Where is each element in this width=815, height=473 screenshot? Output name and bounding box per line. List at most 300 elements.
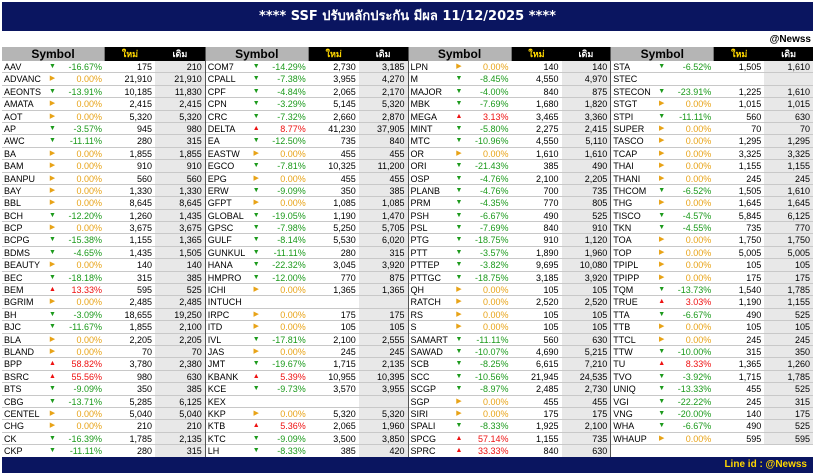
table-row (206, 98, 408, 110)
old-value-cell: 2,205 (562, 173, 611, 184)
new-value-cell: 1,260 (129, 210, 152, 221)
new-value-cell: 3,500 (333, 433, 356, 444)
new-value-cell: 140 (746, 408, 762, 419)
change-arrow-icon: ▶ (659, 199, 665, 207)
old-value-cell: 1,365 (359, 284, 408, 295)
old-value-cell: 5,110 (562, 135, 611, 146)
new-value-cell: 10,185 (124, 86, 152, 97)
table-row (611, 148, 813, 160)
new-value-cell: 1,365 (738, 359, 762, 370)
new-value-cell: 2,065 (333, 421, 356, 432)
old-value-header: เดิม (764, 47, 813, 61)
symbol-cell: TOP (613, 247, 632, 258)
symbol-cell: ICHI (207, 285, 226, 296)
new-value-cell: 770 (340, 272, 356, 283)
change-arrow-icon (656, 73, 667, 84)
new-value-cell: 3,185 (535, 272, 559, 283)
old-value-cell: 2,100 (155, 321, 205, 332)
table-row (611, 111, 813, 123)
change-percent-cell: -20.00% (677, 408, 712, 419)
new-value-cell: 3,780 (129, 359, 152, 370)
change-arrow-icon: ▼ (252, 335, 260, 343)
symbol-cell: AMATA (4, 99, 34, 110)
table-row (409, 160, 611, 172)
table-row (409, 173, 611, 185)
change-arrow-icon: ▼ (252, 211, 260, 219)
table-row (2, 259, 205, 271)
old-value-cell: 1,120 (562, 234, 611, 245)
table-row (611, 296, 813, 308)
new-value-cell: 280 (340, 247, 356, 258)
symbol-cell: BA (4, 148, 17, 159)
table-row (409, 148, 611, 160)
change-percent-cell (262, 396, 309, 407)
table-row (2, 111, 205, 123)
table-row (206, 272, 408, 284)
table-row (409, 358, 611, 370)
new-value-cell: 1,155 (129, 235, 152, 246)
symbol-cell: BEM (4, 285, 24, 296)
symbol-cell: M (410, 74, 418, 85)
change-arrow-icon: ▶ (49, 261, 56, 269)
table-row (2, 123, 205, 135)
table-row (2, 334, 205, 346)
table-row (2, 371, 205, 383)
table-row (611, 420, 813, 432)
table-row (2, 98, 205, 110)
change-arrow-icon: ▼ (455, 87, 463, 95)
change-arrow-icon: ▶ (253, 323, 259, 331)
change-arrow-icon: ▶ (456, 310, 462, 318)
symbol-cell: BH (4, 309, 17, 320)
table-row (611, 86, 813, 98)
symbol-cell: SGP (410, 396, 430, 407)
old-value-cell: 735 (562, 433, 611, 444)
change-percent-cell: -13.33% (677, 384, 712, 395)
new-value-cell: 4,690 (535, 346, 559, 357)
change-percent-cell: 5.36% (280, 421, 306, 432)
new-value-cell: 2,275 (535, 123, 559, 134)
change-percent-cell: -8.33% (277, 446, 306, 457)
new-value-cell: 5,250 (333, 223, 356, 234)
symbol-cell: CPF (207, 86, 226, 97)
old-value-cell: 315 (359, 247, 408, 258)
new-value-cell: 910 (543, 235, 559, 246)
change-percent-cell: 55.56% (71, 371, 102, 382)
old-value-cell: 10,080 (562, 259, 611, 270)
change-arrow-icon: ▶ (659, 236, 665, 244)
new-value-cell: 3,325 (738, 148, 762, 159)
old-value-cell: 2,380 (155, 358, 205, 369)
change-arrow-icon: ▼ (658, 310, 666, 318)
symbol-cell: EASTW (207, 148, 240, 159)
change-arrow-icon: ▶ (49, 224, 56, 232)
new-value-cell: 2,660 (333, 111, 356, 122)
new-value-cell: 105 (543, 285, 559, 296)
change-arrow-icon: ▼ (658, 385, 666, 393)
old-value-cell: 21,910 (155, 73, 205, 84)
new-value-cell: 10,955 (328, 371, 356, 382)
old-value-cell: 140 (155, 259, 205, 270)
table-row (611, 222, 813, 234)
table-row (611, 259, 813, 271)
old-value-cell: 1,855 (155, 148, 205, 159)
old-value-cell: 805 (562, 197, 611, 208)
change-percent-cell: -12.00% (272, 272, 306, 283)
symbol-cell: EA (207, 136, 220, 147)
symbol-cell: QH (410, 285, 424, 296)
change-arrow-icon: ▲ (252, 422, 260, 430)
new-value-cell: 560 (136, 173, 152, 184)
symbol-cell: GUNKUL (207, 247, 246, 258)
old-value-cell: 11,830 (155, 86, 205, 97)
table-row (611, 185, 813, 197)
old-value-cell: 8,645 (155, 197, 205, 208)
change-percent-cell: 0.00% (76, 74, 102, 85)
old-value-cell: 6,125 (155, 396, 205, 407)
old-value-cell: 910 (155, 160, 205, 171)
new-value-cell: 3,675 (129, 223, 152, 234)
old-value-cell: 1,785 (764, 371, 813, 382)
symbol-cell: BDMS (4, 247, 31, 258)
old-value-cell: 2,100 (562, 420, 611, 431)
change-percent-cell: -11.11% (476, 334, 509, 345)
table-row (409, 396, 611, 408)
change-percent-cell: 0.00% (280, 309, 306, 320)
new-value-cell: 1,155 (535, 433, 559, 444)
new-value-cell: 105 (746, 260, 762, 271)
symbol-cell: S (410, 322, 417, 333)
symbol-cell: BCP (4, 223, 23, 234)
change-arrow-icon: ▼ (49, 87, 56, 95)
change-arrow-icon: ▶ (456, 298, 462, 306)
change-percent-cell: -4.65% (73, 247, 102, 258)
new-value-cell (714, 73, 764, 84)
symbol-cell: BSRC (4, 371, 30, 382)
change-arrow-icon: ▶ (659, 434, 665, 442)
change-arrow-icon: ▼ (455, 162, 463, 170)
symbol-cell: BAY (4, 185, 22, 196)
old-value-cell: 3,920 (562, 272, 611, 283)
table-row (409, 445, 611, 457)
table-row (206, 396, 408, 408)
table-row (206, 123, 408, 135)
symbol-cell: CKP (4, 446, 23, 457)
symbol-cell: KTC (207, 433, 226, 444)
symbol-cell: THCOM (613, 185, 647, 196)
change-percent-cell: -17.81% (272, 334, 306, 345)
table-row (611, 321, 813, 333)
table-row (409, 234, 611, 246)
change-arrow-icon: ▶ (456, 409, 462, 417)
change-arrow-icon: ▼ (252, 87, 260, 95)
table-row (2, 420, 205, 432)
symbol-cell: KEX (207, 396, 226, 407)
change-percent-cell: -3.57% (73, 123, 102, 134)
change-arrow-icon: ▶ (49, 100, 56, 108)
change-percent-cell: -23.91% (677, 86, 712, 97)
old-value-cell: 11,200 (359, 160, 408, 171)
new-value-header: ใหม่ (309, 47, 359, 61)
change-percent-cell: -16.39% (68, 433, 102, 444)
new-value-cell: 1,365 (333, 285, 356, 296)
change-percent-cell: -13.91% (68, 86, 102, 97)
change-arrow-icon: ▲ (658, 298, 666, 306)
change-percent-cell: -18.75% (474, 272, 509, 283)
change-arrow-icon: ▼ (252, 236, 260, 244)
change-arrow-icon: ▼ (49, 323, 56, 331)
symbol-cell: ITD (207, 322, 223, 333)
new-value-cell: 105 (543, 322, 559, 333)
table-row (409, 371, 611, 383)
table-row (611, 358, 813, 370)
change-percent-cell: -7.32% (277, 111, 306, 122)
symbol-cell: EGCO (207, 161, 235, 172)
symbol-cell: SCGP (410, 384, 437, 395)
table-row (206, 210, 408, 222)
old-value-cell: 315 (764, 396, 813, 407)
change-arrow-icon: ▲ (49, 286, 56, 294)
change-arrow-icon: ▲ (49, 360, 56, 368)
change-arrow-icon: ▲ (252, 124, 260, 132)
table-column-3 (408, 47, 611, 458)
new-value-header: ใหม่ (105, 47, 155, 61)
table-row (2, 358, 205, 370)
old-value-header: เดิม (155, 47, 205, 61)
new-value-cell: 1,295 (738, 136, 762, 147)
symbol-cell: PSH (410, 210, 430, 221)
new-value-cell: 1,085 (333, 198, 356, 209)
symbol-cell: IRPC (207, 309, 230, 320)
change-percent-cell: -6.52% (682, 185, 712, 196)
new-value-cell: 1,890 (535, 247, 559, 258)
symbol-cell: LPN (410, 62, 429, 72)
old-value-cell: 4,270 (359, 73, 408, 84)
new-value-cell: 735 (340, 136, 356, 147)
change-percent-cell: 0.00% (482, 396, 509, 407)
table-row (2, 73, 205, 85)
change-arrow-icon: ▼ (455, 385, 463, 393)
old-value-cell: 3,920 (359, 259, 408, 270)
table-row (611, 210, 813, 222)
column-header (206, 47, 408, 61)
change-percent-cell: -11.11% (679, 111, 712, 122)
change-percent-cell: 0.00% (685, 260, 712, 271)
new-value-cell: 245 (746, 334, 762, 345)
change-percent-cell: -7.69% (479, 99, 509, 110)
change-percent-cell: -10.96% (474, 136, 509, 147)
new-value-cell: 6,615 (535, 359, 559, 370)
symbol-cell: SPRC (410, 446, 436, 457)
change-arrow-icon: ▶ (456, 323, 462, 331)
symbol-cell: KCE (207, 384, 227, 395)
table-row (2, 309, 205, 321)
table-row (409, 309, 611, 321)
change-arrow-icon: ▼ (658, 286, 666, 294)
change-arrow-icon: ▼ (455, 75, 463, 83)
new-value-cell: 175 (340, 309, 356, 320)
old-value-cell: 1,610 (764, 61, 813, 72)
new-value-header: ใหม่ (714, 47, 764, 61)
old-value-cell: 1,155 (764, 160, 813, 171)
new-value-cell: 1,855 (129, 148, 152, 159)
old-value-cell: 1,015 (764, 98, 813, 109)
table-row (2, 173, 205, 185)
column-header (409, 47, 611, 61)
new-value-cell: 840 (543, 446, 559, 457)
symbol-cell: ERW (207, 185, 229, 196)
old-value-cell: 770 (764, 222, 813, 233)
change-arrow-icon: ▼ (455, 124, 463, 132)
change-arrow-icon: ▼ (455, 100, 463, 108)
change-percent-cell: 0.00% (685, 433, 712, 444)
symbol-cell: TPIPL (613, 260, 639, 271)
table-row (2, 247, 205, 259)
table-row (206, 148, 408, 160)
table-row (206, 358, 408, 370)
new-value-cell: 455 (340, 173, 356, 184)
new-value-cell: 3,465 (535, 111, 559, 122)
new-value-cell: 1,925 (535, 421, 559, 432)
new-value-cell: 5,530 (333, 235, 356, 246)
change-arrow-icon: ▼ (252, 447, 260, 455)
new-value-cell: 1,225 (738, 86, 762, 97)
table-row (206, 61, 408, 73)
new-value-cell: 4,550 (535, 74, 559, 85)
change-percent-cell: -10.56% (474, 371, 509, 382)
old-value-cell: 630 (562, 334, 611, 345)
change-percent-cell: -18.18% (68, 272, 102, 283)
change-percent-cell: 0.00% (76, 408, 102, 419)
change-arrow-icon: ▶ (49, 409, 56, 417)
change-arrow-icon: ▼ (252, 63, 260, 70)
change-arrow-icon: ▼ (658, 347, 666, 355)
symbol-cell: BCPG (4, 235, 30, 246)
new-value-cell: 2,730 (333, 62, 356, 72)
change-percent-cell: -14.29% (272, 62, 306, 72)
symbol-cell: AWC (4, 136, 25, 147)
table-row (409, 284, 611, 296)
symbol-cell: UNIQ (613, 384, 636, 395)
change-percent-cell: 0.00% (76, 111, 102, 122)
change-arrow-icon: ▶ (659, 149, 665, 157)
table-column-1 (2, 47, 205, 458)
old-value-cell: 19,250 (155, 309, 205, 320)
change-percent-cell: -3.92% (682, 371, 712, 382)
new-value-cell: 70 (751, 123, 762, 134)
symbol-cell: SCC (410, 371, 430, 382)
table-row (409, 383, 611, 395)
old-value-cell: 525 (764, 420, 813, 431)
change-arrow-icon: ▶ (659, 100, 665, 108)
change-arrow-icon: ▼ (252, 75, 260, 83)
change-percent-cell: 0.00% (280, 346, 306, 357)
new-value-cell: 1,190 (738, 297, 762, 308)
old-value-cell: 2,170 (359, 86, 408, 97)
new-value-cell: 4,550 (535, 136, 559, 147)
symbol-cell: MAJOR (410, 86, 442, 97)
new-value-cell: 945 (136, 123, 152, 134)
symbol-cell: CPALL (207, 74, 236, 85)
new-value-cell: 455 (340, 148, 356, 159)
table-row (611, 98, 813, 110)
new-value-cell: 245 (746, 173, 762, 184)
symbol-cell: JMT (207, 359, 226, 370)
table-row (206, 160, 408, 172)
change-percent-cell: 3.13% (482, 111, 509, 122)
old-value-cell: 105 (562, 321, 611, 332)
table-row (206, 433, 408, 445)
old-value-cell: 175 (764, 408, 813, 419)
change-percent-cell: 0.00% (685, 247, 712, 258)
change-arrow-icon: ▼ (49, 447, 56, 455)
symbol-cell: OR (410, 148, 424, 159)
change-percent-cell: 0.00% (76, 421, 102, 432)
symbol-cell: CRC (207, 111, 228, 122)
change-arrow-icon: ▼ (455, 273, 463, 281)
old-value-cell: 1,155 (764, 296, 813, 307)
old-value-cell: 525 (764, 309, 813, 320)
symbol-header: Symbol (611, 47, 714, 61)
change-percent-cell: -13.73% (677, 285, 712, 296)
new-value-cell: 2,100 (535, 173, 559, 184)
new-value-cell: 105 (543, 309, 559, 320)
change-percent-cell: -19.05% (272, 210, 306, 221)
table-row (2, 296, 205, 308)
old-value-cell: 105 (764, 259, 813, 270)
table-row (611, 73, 813, 85)
symbol-header: Symbol (2, 47, 105, 61)
symbol-cell: BBL (4, 198, 22, 209)
change-arrow-icon: ▶ (659, 335, 665, 343)
new-value-cell: 210 (136, 421, 152, 432)
symbol-cell: TASCO (613, 136, 644, 147)
change-arrow-icon: ▶ (456, 63, 462, 70)
change-percent-cell: 0.00% (76, 334, 102, 345)
change-arrow-icon: ▼ (252, 112, 260, 120)
change-percent-cell: -4.57% (682, 210, 712, 221)
symbol-header: Symbol (206, 47, 309, 61)
new-value-cell: 10,325 (328, 161, 356, 172)
table-row (611, 234, 813, 246)
table-row (611, 61, 813, 73)
old-value-cell: 2,135 (359, 358, 408, 369)
old-value-cell: 455 (359, 173, 408, 184)
new-value-cell: 840 (543, 223, 559, 234)
old-value-cell: 2,485 (155, 296, 205, 307)
symbol-cell: WHAUP (613, 433, 647, 444)
change-arrow-icon: ▲ (658, 360, 666, 368)
change-arrow-icon: ▲ (49, 372, 56, 380)
old-value-cell: 3,675 (155, 222, 205, 233)
old-value-cell: 3,955 (359, 383, 408, 394)
new-value-cell: 910 (136, 161, 152, 172)
new-value-cell: 2,520 (535, 297, 559, 308)
change-arrow-icon: ▼ (252, 224, 260, 232)
symbol-cell: RS (410, 309, 424, 320)
change-arrow-icon: ▼ (455, 199, 463, 207)
symbol-cell: DELTA (207, 123, 236, 134)
change-arrow-icon: ▶ (49, 347, 56, 355)
change-arrow-icon: ▶ (253, 347, 259, 355)
change-percent-cell: 0.00% (280, 198, 306, 209)
table-row (2, 135, 205, 147)
change-percent-cell: -6.67% (682, 421, 712, 432)
change-arrow-icon: ▶ (49, 112, 56, 120)
change-arrow-icon: ▶ (659, 174, 665, 182)
table-row (2, 160, 205, 172)
table-row (611, 197, 813, 209)
